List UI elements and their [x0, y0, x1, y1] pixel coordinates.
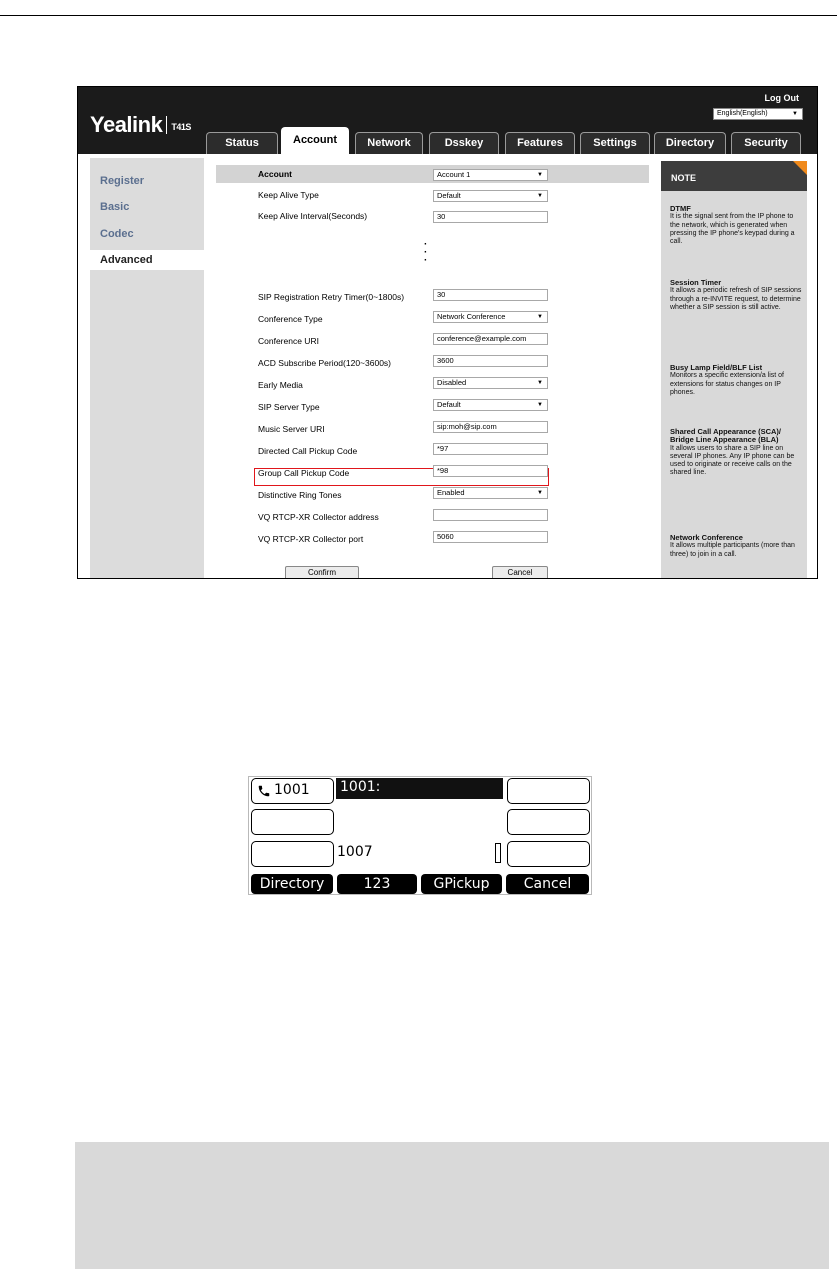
tab-status[interactable]: Status — [206, 132, 278, 154]
music-server-label: Music Server URI — [258, 424, 325, 434]
conference-type-value: Network Conference — [437, 312, 506, 321]
softkey-bar — [249, 874, 591, 894]
ring-tones-value: Enabled — [437, 488, 465, 497]
early-media-value: Disabled — [437, 378, 467, 387]
tab-dsskey[interactable]: Dsskey — [429, 132, 499, 154]
acd-period-label: ACD Subscribe Period(120~3600s) — [258, 358, 392, 368]
screen-title: 1001: — [336, 778, 503, 799]
chevron-down-icon: ▼ — [537, 380, 543, 386]
sip-server-type-label: SIP Server Type — [258, 402, 320, 412]
note-body: It allows a periodic refresh of SIP sessions through a re-INVITE request, to determine whether a SIP session is still active. — [670, 287, 802, 311]
web-ui-screenshot — [77, 86, 818, 579]
conference-type-label: Conference Type — [258, 314, 323, 324]
tab-features[interactable]: Features — [505, 132, 575, 154]
sip-retry-input[interactable]: 30 — [433, 289, 548, 301]
phone-lcd-screen — [248, 776, 592, 895]
note-heading: Network Conference — [670, 533, 743, 542]
line-key-1[interactable] — [251, 778, 334, 804]
group-pickup-label: Group Call Pickup Code — [258, 468, 350, 478]
softkey-cancel[interactable]: Cancel — [506, 874, 589, 894]
sidebar-item-codec[interactable]: Codec — [100, 228, 134, 240]
note-body: It is the signal sent from the IP phone to the network, which is generated when pressing the IP phone's keypad during a call. — [670, 213, 795, 246]
directed-pickup-input[interactable]: *97 — [433, 443, 548, 455]
tab-account[interactable]: Account — [281, 127, 349, 154]
sidebar-item-advanced[interactable]: Advanced — [90, 250, 204, 270]
phone-icon — [257, 784, 271, 798]
directed-pickup-label: Directed Call Pickup Code — [258, 446, 358, 456]
note-panel — [661, 161, 807, 579]
conference-uri-input[interactable]: conference@example.com — [433, 333, 548, 345]
chevron-down-icon: ▼ — [537, 402, 543, 408]
sidebar-item-register[interactable]: Register — [100, 175, 145, 187]
tab-network[interactable]: Network — [355, 132, 423, 154]
line-key-5[interactable] — [507, 809, 590, 835]
sip-server-type-value: Default — [437, 400, 461, 409]
keep-alive-type-label: Keep Alive Type — [258, 190, 319, 200]
keep-alive-interval-label: Keep Alive Interval(Seconds) — [258, 211, 368, 221]
chevron-down-icon: ▼ — [537, 172, 543, 178]
advanced-settings-form — [216, 165, 649, 579]
note-session-timer — [670, 279, 804, 312]
early-media-select[interactable] — [433, 377, 548, 389]
model-label: T41S — [171, 122, 191, 132]
line-key-4[interactable] — [507, 778, 590, 804]
logo-text: Yealink — [90, 112, 163, 137]
language-value: English(English) — [717, 110, 768, 117]
keep-alive-type-select[interactable] — [433, 190, 548, 202]
softkey-gpickup[interactable]: GPickup — [421, 874, 502, 894]
note-heading: Busy Lamp Field/BLF List — [670, 363, 763, 372]
note-body: It allows users to share a SIP line on several IP phones. Any IP phone can be used to originate or receive calls on the shared line. — [670, 444, 795, 477]
keep-alive-type-value: Default — [437, 191, 461, 200]
tab-settings[interactable]: Settings — [580, 132, 650, 154]
sidebar — [90, 158, 204, 579]
sip-server-type-select[interactable] — [433, 399, 548, 411]
note-dtmf — [670, 205, 804, 246]
note-network-conference — [670, 534, 804, 559]
page-header-rule — [0, 15, 837, 16]
sip-retry-label: SIP Registration Retry Timer(0~1800s) — [258, 292, 405, 302]
acd-period-input[interactable]: 3600 — [433, 355, 548, 367]
ring-tones-select[interactable] — [433, 487, 548, 499]
conference-uri-label: Conference URI — [258, 336, 319, 346]
vq-address-label: VQ RTCP-XR Collector address — [258, 512, 379, 522]
chevron-down-icon: ▼ — [537, 193, 543, 199]
vq-address-input[interactable] — [433, 509, 548, 521]
note-title: NOTE — [661, 161, 807, 191]
note-body: It allows multiple participants (more than three) to join in a call. — [670, 542, 795, 558]
tab-directory[interactable]: Directory — [654, 132, 726, 154]
note-heading: Session Timer — [670, 278, 722, 287]
conference-type-select[interactable] — [433, 311, 548, 323]
confirm-button[interactable]: Confirm — [285, 566, 359, 579]
sidebar-item-basic[interactable]: Basic — [100, 201, 130, 213]
dialed-number: 1007 — [337, 844, 373, 860]
ring-tones-label: Distinctive Ring Tones — [258, 490, 342, 500]
line-key-3[interactable] — [251, 841, 334, 867]
music-server-input[interactable]: sip:moh@sip.com — [433, 421, 548, 433]
note-heading: DTMF — [670, 204, 691, 213]
language-select[interactable] — [713, 108, 803, 120]
vq-port-label: VQ RTCP-XR Collector port — [258, 534, 364, 544]
group-pickup-input[interactable]: *98 — [433, 465, 548, 477]
early-media-label: Early Media — [258, 380, 303, 390]
chevron-down-icon: ▼ — [792, 111, 798, 117]
account-select[interactable] — [433, 169, 548, 181]
note-heading: Shared Call Appearance (SCA)/ Bridge Line Appearance (BLA) — [670, 427, 782, 445]
input-cursor — [495, 843, 501, 863]
softkey-directory[interactable]: Directory — [251, 874, 333, 894]
note-body: Monitors a specific extension/a list of extensions for status changes on IP phones. — [670, 372, 784, 396]
keep-alive-interval-input[interactable]: 30 — [433, 211, 548, 223]
tab-security[interactable]: Security — [731, 132, 801, 154]
note-box — [75, 1142, 829, 1269]
softkey-123[interactable]: 123 — [337, 874, 417, 894]
cancel-button[interactable]: Cancel — [492, 566, 548, 579]
note-corner-icon — [793, 161, 807, 175]
vq-port-input[interactable]: 5060 — [433, 531, 548, 543]
line-key-6[interactable] — [507, 841, 590, 867]
chevron-down-icon: ▼ — [537, 490, 543, 496]
account-value: Account 1 — [437, 170, 471, 179]
brand-logo — [90, 112, 191, 138]
note-sca — [670, 428, 804, 478]
account-label: Account — [258, 169, 292, 179]
ellipsis-icon: · · · — [424, 239, 428, 266]
chevron-down-icon: ▼ — [537, 314, 543, 320]
line-key-label: 1001 — [274, 782, 310, 798]
note-blf — [670, 364, 804, 397]
logout-link[interactable]: Log Out — [764, 93, 799, 103]
line-key-2[interactable] — [251, 809, 334, 835]
top-header — [78, 87, 817, 154]
